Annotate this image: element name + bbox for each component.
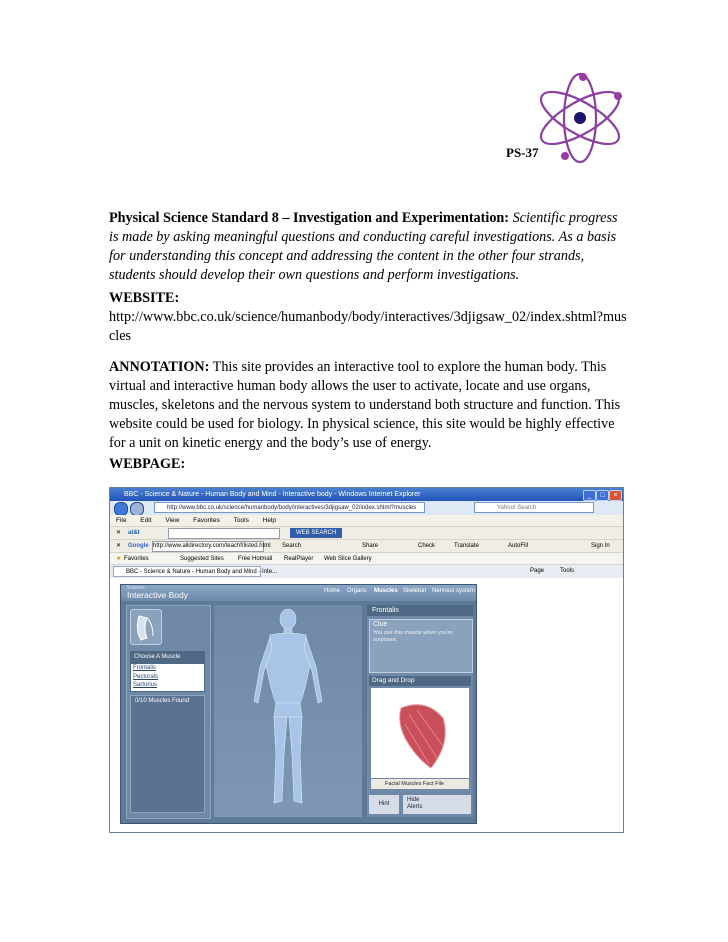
human-body-figure-icon xyxy=(214,605,362,817)
tab-row xyxy=(110,564,623,578)
nav-home[interactable]: Home xyxy=(324,588,341,594)
menu-bar xyxy=(110,515,623,526)
google-search-field[interactable]: http://www.alldirectory.com/teachf/listed.html xyxy=(152,541,264,552)
browser-tab[interactable]: BBC - Science & Nature - Human Body and Mind - Inte... xyxy=(113,566,261,577)
check-button[interactable]: Check xyxy=(418,543,436,549)
website-paragraph xyxy=(109,289,629,346)
suggested-sites-link[interactable]: Suggested Sites xyxy=(180,556,224,562)
free-hotmail-link[interactable]: Free Hotmail xyxy=(238,556,273,562)
alerts-toggle[interactable] xyxy=(403,795,471,814)
fact-file-link[interactable]: Facial Muscles Fact File xyxy=(371,779,469,789)
page-code: PS-37 xyxy=(506,145,539,160)
att-search-field[interactable] xyxy=(168,528,280,539)
nav-organs[interactable]: Organs xyxy=(347,588,367,594)
autofill-button[interactable]: AutoFill xyxy=(508,543,529,549)
close-icon[interactable]: × xyxy=(609,490,622,501)
close-icon[interactable]: ✕ xyxy=(116,530,122,536)
clue-text: You use this muscle when you're surprised. xyxy=(373,630,453,643)
search-input[interactable]: Yahoo! Search xyxy=(474,502,594,513)
annotation-label: ANNOTATION: xyxy=(109,359,210,375)
website-label: WEBSITE: xyxy=(109,290,180,306)
menu-tools[interactable]: Tools xyxy=(233,517,249,524)
atom-logo-icon xyxy=(525,70,635,170)
clue-title: Clue xyxy=(373,621,388,628)
google-toolbar xyxy=(110,539,623,552)
app-header xyxy=(121,585,476,601)
drag-drop-area[interactable] xyxy=(371,688,469,778)
page-content xyxy=(110,578,623,832)
selected-muscle: Frontalis xyxy=(367,605,473,616)
tools-menu[interactable]: Tools xyxy=(560,568,575,574)
nav-skeleton[interactable]: Skeleton xyxy=(403,588,427,594)
muscle-item-sartorius[interactable]: Sartorius xyxy=(133,682,158,688)
muscle-list xyxy=(130,663,205,692)
standard-paragraph xyxy=(109,209,629,285)
close-icon[interactable]: ✕ xyxy=(116,543,122,549)
address-bar[interactable]: http://www.bbc.co.uk/science/humanbody/body/interactives/3djigsaw_02/index.shtml?muscles xyxy=(154,502,425,513)
share-button[interactable]: Share xyxy=(362,543,379,549)
standard-text: Scientific progress is made by asking meaningful questions and conducting careful investigations. As a basis for understanding this concept and addressing the content in the other four strands, students should develop their own questions and perform investigations. xyxy=(109,210,618,283)
left-panel xyxy=(126,605,211,819)
minimize-icon[interactable]: _ xyxy=(583,490,596,501)
nav-nervous-system[interactable]: Nervous system xyxy=(432,588,476,594)
hide-label: Hide xyxy=(407,797,420,803)
menu-help[interactable]: Help xyxy=(262,517,277,524)
menu-edit[interactable]: Edit xyxy=(140,517,152,524)
star-icon: ★ xyxy=(116,556,122,562)
alerts-label: Alerts xyxy=(407,804,423,810)
window-title: BBC - Science & Nature - Human Body and Mind - Interactive body - Windows Internet Explorer xyxy=(124,491,421,498)
address-row xyxy=(110,501,623,515)
muscle-icon xyxy=(130,609,162,645)
favorites-button[interactable]: Favorites xyxy=(124,556,149,562)
webpage-label: WEBPAGE: xyxy=(109,456,186,472)
clue-box xyxy=(369,619,473,673)
muscles-found-count: 0/10 Muscles Found xyxy=(130,695,205,813)
body-viewer[interactable] xyxy=(214,605,362,817)
hint-button[interactable]: Hint xyxy=(369,795,399,814)
standard-title: Physical Science Standard 8 – Investigation and Experimentation: xyxy=(109,210,510,226)
webpage-screenshot xyxy=(109,487,624,833)
google-logo: Google xyxy=(128,543,149,549)
back-icon[interactable] xyxy=(114,502,128,516)
choose-muscle-header: Choose A Muscle xyxy=(130,651,205,663)
window-titlebar xyxy=(110,488,623,501)
app-title: Interactive Body xyxy=(127,590,188,600)
nav-muscles[interactable]: Muscles xyxy=(374,588,398,594)
muscle-piece-icon[interactable] xyxy=(371,688,469,778)
att-toolbar xyxy=(110,526,623,539)
sign-in-button[interactable]: Sign In xyxy=(591,543,610,549)
forward-icon[interactable] xyxy=(130,502,144,516)
menu-view[interactable]: View xyxy=(165,517,180,524)
menu-file[interactable]: File xyxy=(116,517,127,524)
google-search-button[interactable]: Search xyxy=(282,543,302,549)
translate-button[interactable]: Translate xyxy=(454,543,479,549)
drag-drop-header: Drag and Drop xyxy=(369,676,471,686)
website-url: http://www.bbc.co.uk/science/humanbody/body/interactives/3djigsaw_02/index.shtml?muscles xyxy=(109,309,627,344)
att-logo: at&t xyxy=(128,530,140,536)
web-slice-gallery-link[interactable]: Web Slice Gallery xyxy=(324,556,372,562)
muscle-item-pectorals[interactable]: Pectorals xyxy=(133,673,159,680)
page-menu[interactable]: Page xyxy=(530,568,545,574)
app-title-small: Science xyxy=(127,585,145,591)
maximize-icon[interactable]: □ xyxy=(596,490,609,501)
muscle-item-frontalis[interactable]: Frontalis xyxy=(133,665,157,671)
realplayer-link[interactable]: RealPlayer xyxy=(284,556,314,562)
annotation-paragraph xyxy=(109,358,629,453)
interactive-body-app xyxy=(120,584,477,824)
web-search-button[interactable]: WEB SEARCH xyxy=(290,528,342,538)
annotation-text: This site provides an interactive tool to explore the human body. This virtual and interactive human body allows the user to activate, locate and use organs, muscles, skeletons and the nervous system to understand both structure and function. This website could be used for biology. In physical science, this site would be highly effective for a unit on kinetic energy and the body’s use of energy. xyxy=(109,359,621,451)
right-panel xyxy=(367,605,473,817)
menu-favorites[interactable]: Favorites xyxy=(193,517,220,524)
